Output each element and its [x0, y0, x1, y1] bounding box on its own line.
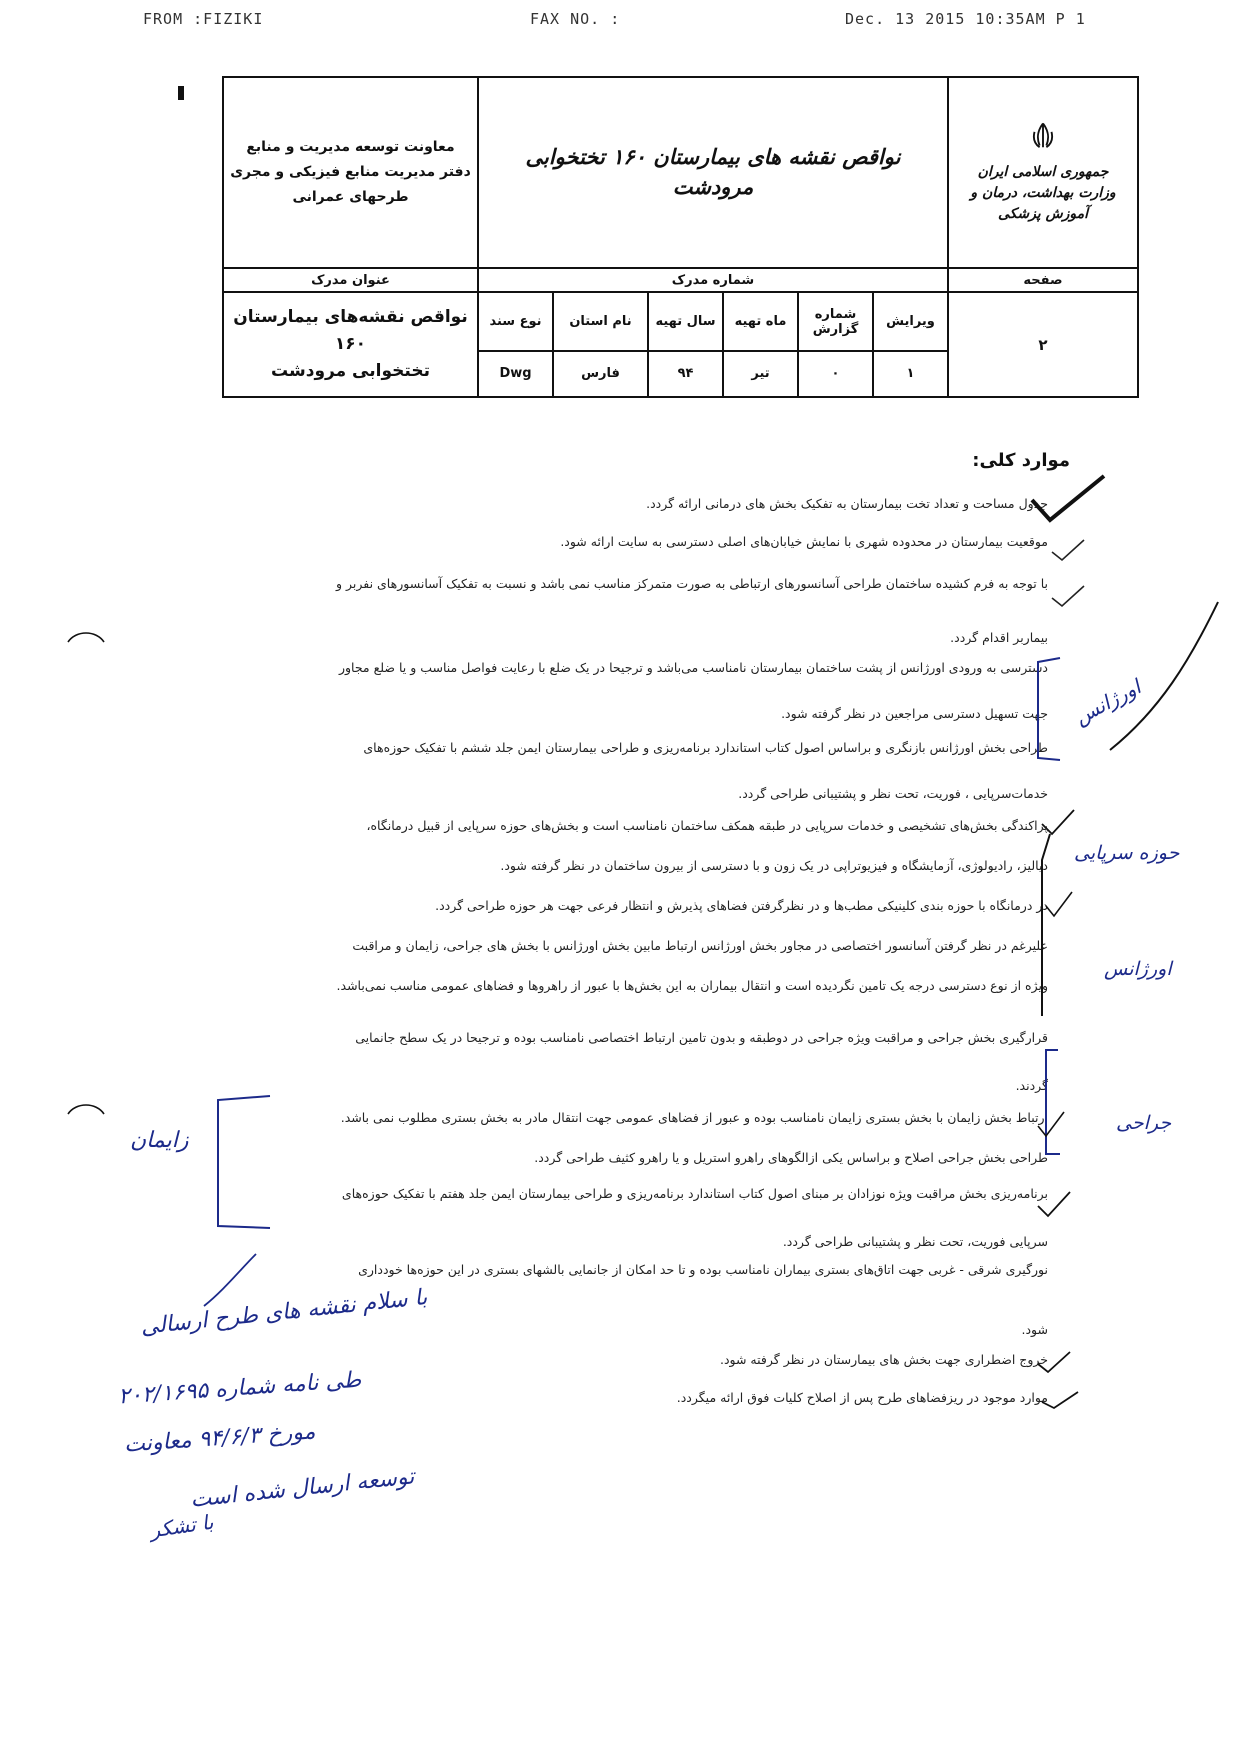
bracket-icon — [1032, 654, 1062, 764]
list-item: در درمانگاه با حوزه بندی کلینیکی مطب‌ها و در نظرگرفتن فضاهای پذیرش و انتظار فرعی جهت هر حوزه طراحی گردد. — [435, 898, 1048, 913]
document-title-line-1: نواقص نقشه‌های بیمارستان ۱۶۰ — [233, 306, 468, 355]
col-edition: ویرایش — [873, 292, 948, 350]
list-item-continuation: شود. — [1021, 1322, 1048, 1337]
bracket-icon — [214, 1092, 274, 1232]
list-item: پراکندگی بخش‌های تشخیصی و خدمات سرپایی در طبقه همکف ساختمان نامناسب است و بخش‌های حوزه سرپایی از قبیل درمانگاه، — [366, 818, 1048, 833]
iran-emblem-icon — [1026, 120, 1060, 154]
ministry-logo-cell — [948, 77, 1138, 268]
fax-number: FAX NO. : — [530, 10, 621, 28]
list-item-continuation: جهت تسهیل دسترسی مراجعین در نظر گرفته شود. — [781, 706, 1048, 721]
check-icon — [1044, 890, 1074, 920]
col-doc-type: نوع سند — [478, 292, 553, 350]
margin-note-emergency-2: اورژانس — [1104, 958, 1172, 980]
margin-note-outpatient: حوزه سرپایی — [1074, 842, 1180, 864]
check-icon — [1036, 1190, 1072, 1220]
check-icon — [1040, 1388, 1080, 1412]
corner-mark — [178, 86, 184, 100]
document-title — [223, 292, 478, 397]
list-item: موارد موجود در ریزفضاهای طرح پس از اصلاح کلیات فوق ارائه میگردد. — [676, 1390, 1048, 1405]
list-item: برنامه‌ریزی بخش مراقبت ویژه نوزادان بر مبنای اصول کتاب استاندارد برنامه‌ریزی و طراحی بیمارستان ایمن جلد هفتم با تفکیک حوزه‌های — [341, 1186, 1048, 1201]
ministry-line-1: جمهوری اسلامی ایران — [977, 164, 1109, 181]
bracket-icon — [1036, 1048, 1066, 1158]
document-header-table — [222, 76, 1139, 398]
page-number: ۲ — [948, 292, 1138, 397]
section-heading: موارد کلی: — [972, 450, 1070, 471]
document-title-label: عنوان مدرک — [223, 268, 478, 292]
list-item: قرارگیری بخش جراحی و مراقبت ویژه جراحی در دوطبقه و بدون تامین ارتباط اختصاصی نامناسب بوده و ترجیحا در یک سطح جانمایی — [355, 1030, 1048, 1045]
page-label: صفحه — [948, 268, 1138, 292]
list-item-continuation: بیماربر اقدام گردد. — [950, 630, 1048, 645]
margin-note-surgery: جراحی — [1116, 1112, 1172, 1134]
handwritten-note-line-5: با تشکر — [148, 1509, 215, 1543]
col-month: ماه تهیه — [723, 292, 798, 350]
list-item: دسترسی به ورودی اورژانس از پشت ساختمان بیمارستان نامناسب می‌باشد و ترجیحا در یک ضلع با رعایت فواصل مناسب و یا ضلع مجاور — [338, 660, 1048, 675]
fax-from: FROM :FIZIKI — [143, 10, 264, 28]
value-report-number: ۰ — [798, 351, 873, 397]
list-item: طراحی بخش جراحی اصلاح و براساس یکی ازالگوهای راهرو استریل و یا راهرو کثیف طراحی گردد. — [534, 1150, 1048, 1165]
handwritten-note-line-4: توسعه ارسال شده است — [189, 1464, 416, 1513]
handwritten-note-line-2: طی نامه شماره ۲۰۲/۱۶۹۵ — [117, 1367, 362, 1410]
list-item: نورگیری شرقی - غربی جهت اتاق‌های بستری بیماران نامناسب بوده و تا حد امکان از جانمایی بالشهای بستری در این حوزه‌ها خودداری — [358, 1262, 1048, 1277]
col-year: سال تهیه — [648, 292, 723, 350]
list-item-continuation: گردند. — [1015, 1078, 1048, 1093]
org-line-1: معاونت توسعه مدیریت و منابع — [246, 138, 455, 155]
margin-stroke-icon — [200, 1250, 260, 1310]
list-item: با توجه به فرم کشیده ساختمان طراحی آسانسورهای ارتباطی به صورت متمرکز مناسب نمی باشد و نسبت به تفکیک آسانسورهای نفربر و — [335, 576, 1048, 591]
check-icon — [1036, 1110, 1066, 1140]
org-line-2: دفتر مدیریت منابع فیزیکی و مجری — [230, 164, 471, 180]
main-title: نواقص نقشه های بیمارستان ۱۶۰ تختخوابی مرودشت — [478, 77, 948, 268]
document-title-line-2: تختخوابی مرودشت — [271, 361, 430, 382]
col-province: نام استان — [553, 292, 648, 350]
big-check-icon — [1028, 470, 1108, 530]
list-item-continuation: دیالیز، رادیولوژی، آزمایشگاه و فیزیوتراپی در یک زون و با دسترسی از بیرون ساختمان در نظر گرفته شود. — [500, 858, 1048, 873]
col-report-number: شماره گزارش — [798, 292, 873, 350]
punch-mark-icon — [66, 628, 106, 644]
handwritten-note-line-3: مورخ ۹۴/۶/۳ معاونت — [123, 1419, 317, 1458]
list-item: طراحی بخش اورژانس بازنگری و براساس اصول کتاب استاندارد برنامه‌ریزی و طراحی بیمارستان ایمن جلد ششم با تفکیک حوزه‌های — [363, 740, 1048, 755]
check-icon — [1036, 1350, 1072, 1376]
bracket-icon — [1036, 830, 1056, 1020]
check-icon — [1050, 538, 1086, 562]
list-item-continuation: سرپایی فوریت، تحت نظر و پشتیبانی طراحی گردد. — [782, 1234, 1048, 1249]
list-item-continuation: خدمات‌سرپایی ، فوریت، تحت نظر و پشتیبانی طراحی گردد. — [738, 786, 1048, 801]
org-line-3: طرحهای عمرانی — [292, 189, 409, 206]
handwritten-note-line-1: با سلام نقشه های طرح ارسالی — [139, 1285, 429, 1340]
margin-note-delivery: زایمان — [130, 1128, 189, 1153]
list-item: خروج اضطراری جهت بخش های بیمارستان در نظر گرفته شود. — [719, 1352, 1048, 1367]
value-doc-type: Dwg — [478, 351, 553, 397]
organization-cell — [223, 77, 478, 268]
list-item-continuation: ویژه از نوع دسترسی درجه یک تامین نگردیده است و انتقال بیماران به این بخش‌ها با عبور از راهروها و فضاهای عمومی مناسب نمی‌باشد. — [336, 978, 1048, 993]
value-province: فارس — [553, 351, 648, 397]
document-number-label: شماره مدرک — [478, 268, 948, 292]
list-item: علیرغم در نظر گرفتن آسانسور اختصاصی در مجاور بخش اورژانس ارتباط مابین بخش اورژانس با بخش های جراحی، زایمان و مراقبت — [352, 938, 1048, 953]
value-edition: ۱ — [873, 351, 948, 397]
list-item: موقعیت بیمارستان در محدوده شهری با نمایش خیابان‌های اصلی دسترسی به سایت ارائه شود. — [560, 534, 1048, 549]
margin-note-emergency: اورژانس — [1070, 674, 1145, 730]
fax-date: Dec. 13 2015 10:35AM P 1 — [845, 10, 1086, 28]
value-month: تیر — [723, 351, 798, 397]
list-item: جدول مساحت و تعداد تخت بیمارستان به تفکیک بخش های درمانی ارائه گردد. — [646, 496, 1048, 511]
value-year: ۹۴ — [648, 351, 723, 397]
list-item: ارتباط بخش زایمان با بخش بستری زایمان نامناسب بوده و عبور از فضاهای عمومی جهت انتقال مادر به بخش بستری مطلوب نمی باشد. — [340, 1110, 1048, 1125]
punch-mark-icon — [66, 1100, 106, 1116]
ministry-line-2: وزارت بهداشت، درمان و آموزش پزشکی — [970, 185, 1116, 223]
